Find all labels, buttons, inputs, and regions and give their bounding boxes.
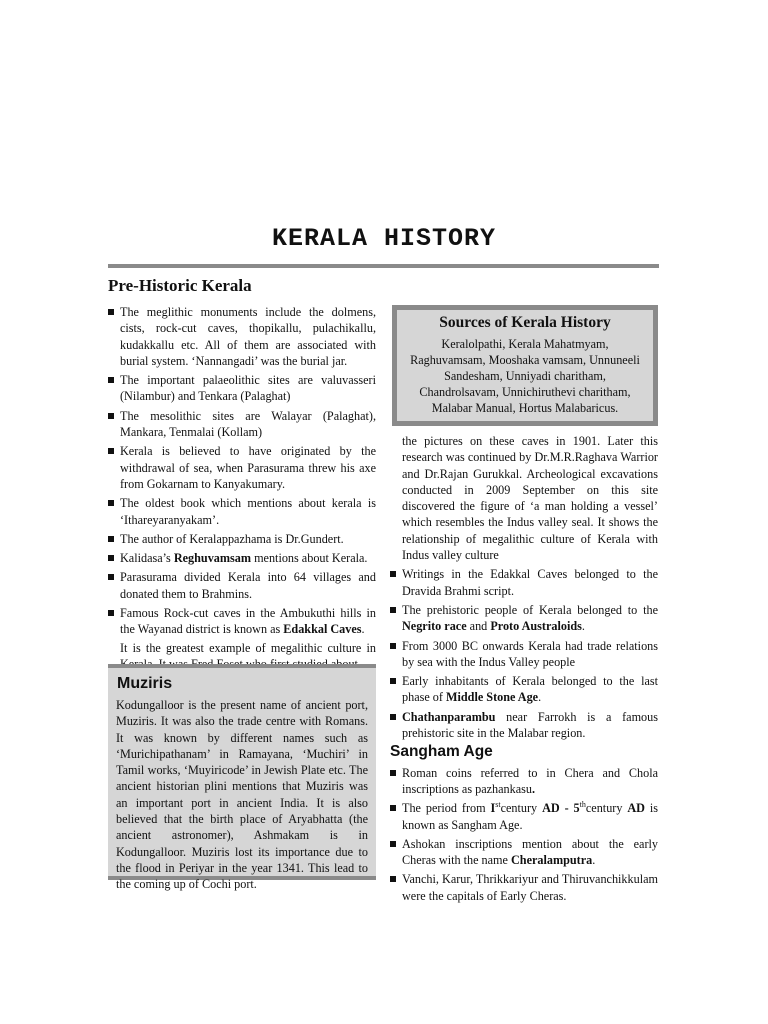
text: Roman coins referred to in Chera and Chola inscriptions as pazhankasu [402, 765, 658, 796]
edakkal-paragraph-continued: the pictures on these caves in 1901. Later this research was continued by Dr.M.R.Raghava Warrior and Dr.Rajan Gurukkal. Archeological excavations conducted in 2009 September on this site discovered the figure of ‘a man holding a vessel’ which resembles the Indus valley seal. It shows the relationship of megalithic culture of Kerala with Indus valley culture [402, 434, 658, 563]
text: Kalidasa’s [120, 551, 174, 566]
bold-text: Edakkal Caves [283, 622, 362, 637]
superscript: th [579, 800, 586, 810]
list-item: Kerala is believed to have originated by the withdrawal of sea, when Parasurama threw his axe from Gokarnam to Kanyakumary. [108, 443, 376, 492]
edakkal-paragraph: It is the greatest example of megalithic culture in [120, 640, 376, 655]
text: Ashokan inscriptions mention about the early Cheras with the name [402, 836, 658, 868]
text: The period from [402, 801, 491, 816]
prehistoric-heading: Pre-Historic Kerala [108, 276, 252, 295]
list-item [390, 709, 658, 742]
left-column [108, 304, 376, 675]
muziris-heading: Muziris [117, 675, 173, 692]
text: Famous Rock-cut caves in the Ambukuthi hills in the Wayanad district is known as [120, 606, 376, 637]
right-column [390, 433, 658, 907]
text: mentions about Kerala. [251, 551, 368, 566]
list-item [390, 800, 658, 833]
list-item: The author of Keralappazhama is Dr.Gundert. [108, 531, 376, 547]
text: and [466, 619, 491, 634]
list-item: The meglithic monuments include the dolmens, cists, rock-cut caves, thopikallu, pulachikallu, kudakkallu etc. All of them are associated with burial system. ‘Nannangadi’ was the burial jar. [108, 304, 376, 369]
bold-text: Chathanparambu [402, 709, 496, 724]
muziris-box [108, 664, 376, 892]
bold-text: I [490, 801, 496, 816]
text: century [500, 801, 543, 816]
list-item: From 3000 BC onwards Kerala had trade relations by sea with the Indus Valley people [390, 638, 658, 671]
sources-body: Keralolpathi, Kerala Mahatmyam, Raghuvamsam, Mooshaka vamsam, Unnuneeli Sandesham, Unniyadi charitham, Chandrolsavam, Unnichiruthevi charitham, Malabar Manual, Hortus Malabaricus. [410, 337, 640, 415]
list-item [390, 765, 658, 798]
list-item: Vanchi, Karur, Thrikkariyur and Thiruvanchikkulam were the capitals of Early Cheras. [390, 871, 658, 904]
prehistoric-list [108, 304, 376, 638]
list-item [390, 836, 658, 869]
list-item [108, 550, 376, 566]
muziris-body: Kodungalloor is the present name of ancient port, Muziris. It was also the trade centre with Romans. It was known by different names such as ‘Murichipathanam’ in Ramayana, ‘Muchiri’ in Tamil works, ‘Muyiricode’ in Jewish Plate etc. The ancient historian plini mentions that Muziris was an important port in ancient India. It is also believed that the birth place of Aryabhatta (the ancient astronomer), Ashmakam is in Kodungalloor. Muziris lost its importance due to the flood in Periyar in the year 1341. This lead to the coming up of Cochi port. [116, 698, 368, 892]
text: Early inhabitants of Kerala belonged to the last phase of [402, 674, 658, 705]
text: . [361, 622, 365, 637]
text: near Farrokh is a famous prehistoric site in the Malabar region. [402, 709, 658, 741]
text: century [585, 801, 628, 816]
list-item [390, 673, 658, 706]
text: . [592, 853, 596, 868]
list-item [108, 605, 376, 638]
list-item: Parasurama divided Kerala into 64 villages and donated them to Brahmins. [108, 569, 376, 602]
text: . [581, 619, 585, 634]
bold-text: Middle Stone Age [446, 690, 539, 705]
bold-text: AD - 5 [542, 801, 580, 816]
text: is known as Sangham Age. [402, 801, 659, 832]
sangham-list [390, 765, 658, 904]
sangham-heading: Sangham Age [390, 743, 493, 761]
superscript: st [495, 800, 501, 810]
bold-text: AD [627, 801, 645, 816]
list-item [390, 602, 658, 635]
bold-text: Proto Australoids [490, 619, 582, 634]
text: The prehistoric people of Kerala belonged to the [402, 602, 658, 617]
list-item: Writings in the Edakkal Caves belonged to the Dravida Brahmi script. [390, 566, 658, 599]
bold-text: . [531, 781, 536, 796]
sources-box [392, 305, 658, 426]
bold-text: Negrito race [402, 619, 467, 634]
list-item: The oldest book which mentions about kerala is ‘Ithareyaranyakam’. [108, 495, 376, 528]
bold-text: Reghuvamsam [173, 551, 252, 566]
bold-text: Cheralamputra [510, 853, 593, 868]
text: . [538, 690, 542, 705]
list-item: The important palaeolithic sites are valuvasseri (Nilambur) and Tenkara (Palaghat) [108, 372, 376, 405]
list-item: The mesolithic sites are Walayar (Palaghat), Mankara, Tenmalai (Kollam) [108, 408, 376, 441]
prehistoric-list-continued [390, 566, 658, 741]
page-title: KERALA HISTORY [271, 224, 497, 253]
sources-heading: Sources of Kerala History [439, 314, 611, 331]
title-divider [108, 264, 659, 268]
